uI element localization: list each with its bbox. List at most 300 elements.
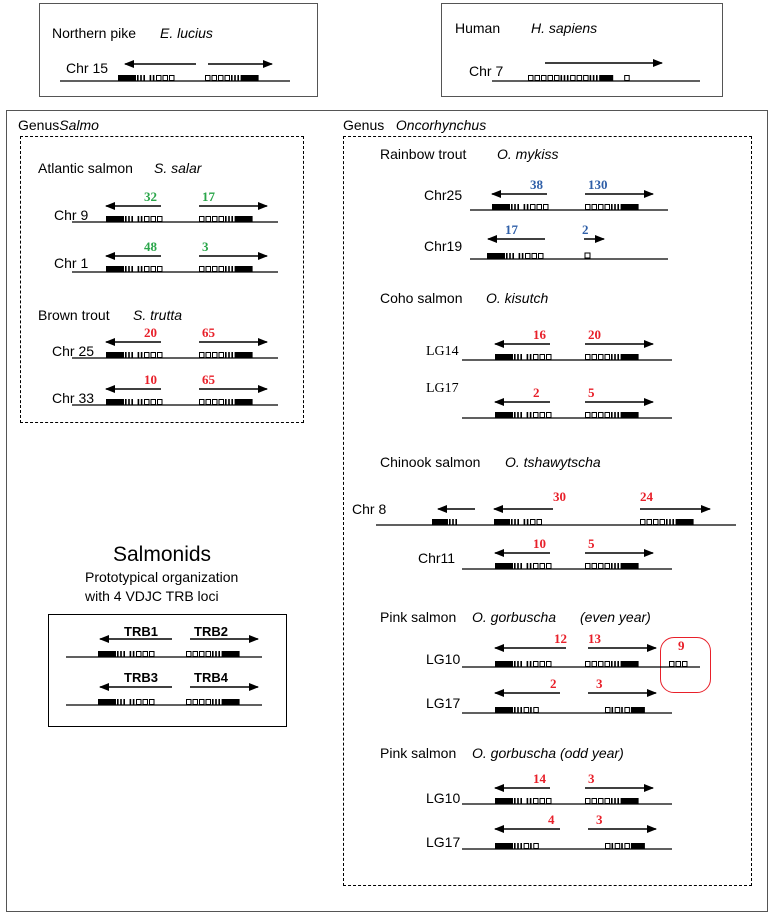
pike-right-bar-6 xyxy=(237,75,239,81)
coho-lg14-left-seg-9 xyxy=(547,355,552,360)
chinook-chr11-right-block-7 xyxy=(621,563,639,569)
brown-chr33-right-bar-4 xyxy=(225,399,227,405)
brown-chr33-left-bar-1 xyxy=(125,399,127,405)
genus-salmo-prefix: Genus xyxy=(18,117,60,133)
chinook-chr11-left-seg-7 xyxy=(534,564,539,569)
rainbow-chr25-left-bar-1 xyxy=(511,204,513,210)
coho-latin-name: O. kisutch xyxy=(486,290,549,306)
coho-lg14-left-bar-6 xyxy=(530,354,532,360)
coho-lg14-left-seg-7 xyxy=(534,355,539,360)
pink-odd-lg10-left-seg-7 xyxy=(534,799,539,804)
pike-left-block-0 xyxy=(118,75,136,81)
pink-odd-lg17-right-count: 3 xyxy=(596,812,603,827)
atlantic-chr1-right-count: 3 xyxy=(202,239,209,254)
brown-chr25-label: Chr 25 xyxy=(52,343,95,359)
brown-chr33-left-seg-8 xyxy=(151,400,156,405)
atlantic-chr9-right-seg-3 xyxy=(219,217,224,222)
pink-odd-lg17-left-block-0 xyxy=(495,843,513,849)
rainbow-chr25-left-bar-3 xyxy=(517,204,519,210)
rainbow-chr19-left-block-0 xyxy=(487,253,505,259)
coho-lg17-left-seg-9 xyxy=(547,413,552,418)
brown-chr33-left-count: 10 xyxy=(144,372,157,387)
pink-even-lg10-left-seg-9 xyxy=(547,662,552,667)
genus-onco-prefix: Genus xyxy=(343,117,385,133)
rainbow-chr25-right-seg-0 xyxy=(586,205,591,210)
brown-chr25-right-block-7 xyxy=(235,352,253,358)
atlantic-chr1-left-seg-9 xyxy=(158,267,163,272)
human-pattern-seg-10 xyxy=(584,76,589,81)
rainbow-chr19-left-bar-1 xyxy=(506,253,508,259)
chinook-chr11-right-count: 5 xyxy=(588,536,595,551)
atlantic-chr9-right-seg-1 xyxy=(206,217,211,222)
coho-lg14-right-block-7 xyxy=(621,354,639,360)
prototype-trb34-left-block-0 xyxy=(98,699,116,705)
pink-odd-latin-name: O. gorbuscha (odd year) xyxy=(472,745,624,761)
atlantic-chr9-left-seg-9 xyxy=(158,217,163,222)
human-pattern-bar-5 xyxy=(561,75,563,81)
prototype-trb34-right-seg-3 xyxy=(206,700,211,705)
rainbow-chr19-right-seg xyxy=(585,253,590,258)
coho-lg17-left-bar-2 xyxy=(517,412,519,418)
pink-even-lg10-right-seg-2 xyxy=(599,662,604,667)
coho-lg17-right-bar-6 xyxy=(617,412,619,418)
pike-right-seg-1 xyxy=(212,76,217,81)
atlantic-chr9-right-bar-4 xyxy=(225,216,227,222)
pink-even-lg17-right-bar-3 xyxy=(621,707,623,713)
brown-chr25-left-bar-3 xyxy=(131,352,133,358)
pink-odd-lg10-left-seg-8 xyxy=(540,799,545,804)
prototype-trb34-left-seg-9 xyxy=(150,700,155,705)
brown-chr25-right-seg-0 xyxy=(200,353,205,358)
rainbow-chr25-right-bar-6 xyxy=(617,204,619,210)
prototype-trb12-right-bar-5 xyxy=(215,651,217,657)
pink-even-lg17-left-count: 2 xyxy=(550,676,557,691)
brown-common-name: Brown trout xyxy=(38,307,110,323)
atlantic-chr1-right-bar-4 xyxy=(225,266,227,272)
coho-lg17-left-bar-6 xyxy=(530,412,532,418)
human-pattern-bar-13 xyxy=(596,75,598,81)
prototype-trb12-right-seg-3 xyxy=(206,652,211,657)
pike-right-block-7 xyxy=(241,75,259,81)
rainbow-common-name: Rainbow trout xyxy=(380,146,467,162)
atlantic-latin-name: S. salar xyxy=(154,160,202,176)
pink-odd-lg10-right-seg-1 xyxy=(592,799,597,804)
brown-chr33-left-seg-9 xyxy=(158,400,163,405)
pink-even-lg10-right-seg-3 xyxy=(605,662,610,667)
atlantic-chr1-left-bar-6 xyxy=(141,266,143,272)
pike-chr-label: Chr 15 xyxy=(66,60,109,76)
chinook-latin-name: O. tshawytscha xyxy=(505,454,601,470)
prototype-trb34-right-seg-0 xyxy=(187,700,192,705)
coho-lg17-left-count: 2 xyxy=(533,385,540,400)
prototype-trb12-right-bar-6 xyxy=(218,651,220,657)
rainbow-chr19-left-bar-2 xyxy=(509,253,511,259)
brown-chr25-left-bar-2 xyxy=(128,352,130,358)
prototype-trb34-right-bar-5 xyxy=(215,699,217,705)
brown-chr25-left-seg-7 xyxy=(145,353,150,358)
brown-chr25-right-count: 65 xyxy=(202,325,215,340)
chinook-chr11-left-bar-3 xyxy=(520,563,522,569)
coho-lg17-right-seg-1 xyxy=(592,413,597,418)
coho-lg17-right-seg-2 xyxy=(599,413,604,418)
human-common-name: Human xyxy=(455,20,501,36)
atlantic-chr1-right-block-7 xyxy=(235,266,253,272)
atlantic-chr1-left-bar-2 xyxy=(128,266,130,272)
pink-odd-lg10-left-bar-3 xyxy=(520,798,522,804)
prototype-trb34-left-bar-3 xyxy=(123,699,125,705)
rainbow-chr25-right-bar-4 xyxy=(611,204,613,210)
chinook-chr8-right-seg-3 xyxy=(660,520,665,525)
pike-right-seg-3 xyxy=(225,76,230,81)
pink-even-lg17-left-bar-2 xyxy=(517,707,519,713)
coho-lg14-right-bar-5 xyxy=(614,354,616,360)
chinook-chr8-left-bar-6 xyxy=(527,519,529,525)
pike-left-seg-7 xyxy=(157,76,162,81)
pike-left-seg-8 xyxy=(163,76,168,81)
rainbow-chr25-label: Chr25 xyxy=(424,187,463,203)
human-pattern-bar-6 xyxy=(564,75,566,81)
pink-odd-lg10-left-seg-9 xyxy=(547,799,552,804)
pink-even-lg10-left-bar-2 xyxy=(517,661,519,667)
brown-chr33-right-seg-3 xyxy=(219,400,224,405)
pink-even-lg10-right-bar-6 xyxy=(617,661,619,667)
coho-lg14-right-count: 20 xyxy=(588,327,601,342)
human-pattern-seg-0 xyxy=(529,76,534,81)
prototype-trb34-right-seg-1 xyxy=(193,700,198,705)
atlantic-chr1-right-seg-0 xyxy=(200,267,205,272)
chinook-chr8-far-left-bar-2 xyxy=(452,519,454,525)
pike-common-name: Northern pike xyxy=(52,25,137,41)
chinook-chr8-right-bar-6 xyxy=(672,519,674,525)
atlantic-chr9-label: Chr 9 xyxy=(54,207,89,223)
brown-chr33-right-block-7 xyxy=(235,399,253,405)
pink-odd-lg10-right-bar-6 xyxy=(617,798,619,804)
atlantic-chr9-right-seg-0 xyxy=(200,217,205,222)
prototype-trb12-left-bar-2 xyxy=(120,651,122,657)
pink-odd-lg10-left-bar-6 xyxy=(530,798,532,804)
brown-chr33-right-count: 65 xyxy=(202,372,215,387)
coho-lg14-right-seg-0 xyxy=(586,355,591,360)
pink-odd-lg10-left-bar-1 xyxy=(514,798,516,804)
prototype-trb12-left-bar-3 xyxy=(123,651,125,657)
atlantic-chr9-right-count: 17 xyxy=(202,189,215,204)
pink-odd-lg10-right-bar-4 xyxy=(611,798,613,804)
pink-even-lg10-right-block-7 xyxy=(621,661,639,667)
pink-even-lg10-right-bar-4 xyxy=(611,661,613,667)
coho-lg14-left-bar-1 xyxy=(514,354,516,360)
pink-even-lg17-left-block-0 xyxy=(495,707,513,713)
brown-chr25-left-block-0 xyxy=(106,352,124,358)
pink-even-note: (even year) xyxy=(580,609,651,625)
prototype-trb12-left-bar-5 xyxy=(130,651,132,657)
pink-odd-lg17-left-seg-6 xyxy=(534,844,539,849)
rainbow-chr19-left-count: 17 xyxy=(505,222,518,237)
brown-chr33-left-seg-7 xyxy=(145,400,150,405)
rainbow-chr25-left-bar-6 xyxy=(527,204,529,210)
brown-chr33-right-seg-0 xyxy=(200,400,205,405)
human-pattern-block-14 xyxy=(599,75,613,81)
human-pattern-seg-8 xyxy=(571,76,576,81)
pink-even-lg17-left-seg-6 xyxy=(534,708,539,713)
rainbow-chr25-left-seg-7 xyxy=(531,205,536,210)
coho-lg17-right-bar-5 xyxy=(614,412,616,418)
human-pattern-seg-2 xyxy=(542,76,547,81)
atlantic-chr1-left-seg-8 xyxy=(151,267,156,272)
rainbow-chr25-right-count: 130 xyxy=(588,177,608,192)
pink-odd-lg17-left-bar-1 xyxy=(514,843,516,849)
chinook-chr11-left-bar-6 xyxy=(530,563,532,569)
pike-right-bar-4 xyxy=(231,75,233,81)
pink-odd-lg10-label: LG10 xyxy=(426,790,461,806)
atlantic-chr9-left-count: 32 xyxy=(144,189,157,204)
pink-even-lg10-left-count: 12 xyxy=(554,631,567,646)
chinook-chr8-right-count: 24 xyxy=(640,489,653,504)
chinook-chr8-right-bar-5 xyxy=(669,519,671,525)
pink-odd-lg17-left-seg-4 xyxy=(524,844,529,849)
rainbow-chr25-left-bar-2 xyxy=(514,204,516,210)
pink-odd-lg17-right-bar-3 xyxy=(621,843,623,849)
rainbow-chr25-right-seg-1 xyxy=(592,205,597,210)
pink-odd-lg17-right-seg-0 xyxy=(606,844,611,849)
pike-right-seg-0 xyxy=(206,76,211,81)
atlantic-chr1-right-seg-3 xyxy=(219,267,224,272)
pink-even-lg10-left-block-0 xyxy=(495,661,513,667)
pink-even-lg17-left-seg-4 xyxy=(524,708,529,713)
coho-lg14-left-bar-2 xyxy=(517,354,519,360)
trb3-label: TRB3 xyxy=(124,670,158,685)
pike-left-bar-1 xyxy=(137,75,139,81)
atlantic-chr1-right-seg-2 xyxy=(213,267,218,272)
prototype-trb34-left-bar-6 xyxy=(133,699,135,705)
pink-even-lg10-right-seg-1 xyxy=(592,662,597,667)
pink-even-lg17-right-block-5 xyxy=(631,707,645,713)
brown-chr25-left-seg-8 xyxy=(151,353,156,358)
brown-chr33-left-bar-2 xyxy=(128,399,130,405)
trb1-label: TRB1 xyxy=(124,624,158,639)
pink-odd-lg10-right-seg-2 xyxy=(599,799,604,804)
prototype-trb34-right-block-7 xyxy=(222,699,240,705)
atlantic-chr1-right-seg-1 xyxy=(206,267,211,272)
coho-lg17-left-block-0 xyxy=(495,412,513,418)
rainbow-chr25-right-seg-2 xyxy=(599,205,604,210)
pink-odd-lg10-left-bar-2 xyxy=(517,798,519,804)
pink-even-lg17-right-seg-2 xyxy=(615,708,620,713)
coho-lg17-right-count: 5 xyxy=(588,385,595,400)
coho-common-name: Coho salmon xyxy=(380,290,463,306)
chinook-chr11-right-seg-1 xyxy=(592,564,597,569)
coho-lg14-right-bar-6 xyxy=(617,354,619,360)
pike-latin-name: E. lucius xyxy=(160,25,213,41)
pink-even-lg10-left-bar-5 xyxy=(527,661,529,667)
atlantic-chr9-left-block-0 xyxy=(106,216,124,222)
prototype-trb12-left-bar-1 xyxy=(117,651,119,657)
coho-lg14-right-seg-3 xyxy=(605,355,610,360)
human-pattern-bar-11 xyxy=(590,75,592,81)
atlantic-chr9-left-bar-6 xyxy=(141,216,143,222)
prototype-trb34-left-bar-2 xyxy=(120,699,122,705)
brown-chr33-left-bar-6 xyxy=(141,399,143,405)
human-pattern-seg-16 xyxy=(625,76,630,81)
prototype-trb12-left-seg-8 xyxy=(143,652,148,657)
chinook-chr11-left-count: 10 xyxy=(533,536,546,551)
chinook-chr8-left-seg-8 xyxy=(537,520,542,525)
chinook-chr8-left-bar-5 xyxy=(524,519,526,525)
brown-chr33-left-bar-3 xyxy=(131,399,133,405)
brown-chr25-right-bar-4 xyxy=(225,352,227,358)
chinook-chr8-right-seg-0 xyxy=(641,520,646,525)
prototype-trb34-left-seg-8 xyxy=(143,700,148,705)
pink-even-lg17-right-count: 3 xyxy=(596,676,603,691)
trb4-label: TRB4 xyxy=(194,670,228,685)
chinook-chr8-far-left-bar-1 xyxy=(449,519,451,525)
pike-right-seg-2 xyxy=(219,76,224,81)
rainbow-chr19-left-seg-7 xyxy=(526,254,531,259)
chinook-chr8-right-seg-1 xyxy=(647,520,652,525)
prototype-trb12-left-seg-9 xyxy=(150,652,155,657)
brown-chr25-left-seg-9 xyxy=(158,353,163,358)
rainbow-chr19-left-bar-5 xyxy=(519,253,521,259)
chinook-chr11-left-bar-2 xyxy=(517,563,519,569)
rainbow-chr25-right-bar-5 xyxy=(614,204,616,210)
human-pattern-seg-1 xyxy=(535,76,540,81)
pink-even-lg17-label: LG17 xyxy=(426,695,461,711)
pink-even-lg17-right-seg-4 xyxy=(625,708,630,713)
pink-even-common-name: Pink salmon xyxy=(380,609,457,625)
rainbow-chr25-right-seg-3 xyxy=(605,205,610,210)
prototype-trb12-left-seg-7 xyxy=(137,652,142,657)
pike-left-bar-3 xyxy=(143,75,145,81)
pink-odd-lg10-left-count: 14 xyxy=(533,771,546,786)
human-pattern-bar-12 xyxy=(593,75,595,81)
pike-left-bar-6 xyxy=(153,75,155,81)
pink-odd-lg17-left-bar-5 xyxy=(530,843,532,849)
trb2-label: TRB2 xyxy=(194,624,228,639)
pink-even-lg10-left-bar-1 xyxy=(514,661,516,667)
pink-even-lg10-left-bar-3 xyxy=(520,661,522,667)
pink-even-lg10-right-count: 13 xyxy=(588,631,601,646)
chinook-chr11-left-bar-5 xyxy=(527,563,529,569)
chinook-chr8-far-left-bar-3 xyxy=(455,519,457,525)
pink-odd-lg10-left-block-0 xyxy=(495,798,513,804)
chinook-chr8-left-bar-2 xyxy=(514,519,516,525)
pink-even-lg17-right-bar-1 xyxy=(612,707,614,713)
rainbow-chr19-left-bar-3 xyxy=(512,253,514,259)
brown-chr25-right-bar-6 xyxy=(231,352,233,358)
atlantic-chr9-left-bar-1 xyxy=(125,216,127,222)
chinook-chr11-right-seg-2 xyxy=(599,564,604,569)
atlantic-common-name: Atlantic salmon xyxy=(38,160,133,176)
chinook-chr11-left-block-0 xyxy=(495,563,513,569)
human-latin-name: H. sapiens xyxy=(531,20,598,36)
prototype-trb34-left-bar-1 xyxy=(117,699,119,705)
chinook-chr8-right-bar-4 xyxy=(666,519,668,525)
prototype-trb34-right-bar-6 xyxy=(218,699,220,705)
pink-odd-lg10-right-block-7 xyxy=(621,798,639,804)
pink-odd-lg10-right-count: 3 xyxy=(588,771,595,786)
human-pattern-seg-3 xyxy=(548,76,553,81)
chinook-chr11-right-seg-3 xyxy=(605,564,610,569)
rainbow-chr19-left-seg-8 xyxy=(532,254,537,259)
pink-odd-lg10-right-bar-5 xyxy=(614,798,616,804)
pike-right-bar-5 xyxy=(234,75,236,81)
chinook-chr8-far-left-block-0 xyxy=(432,519,448,525)
prototype-trb12-right-seg-1 xyxy=(193,652,198,657)
chinook-chr11-right-bar-4 xyxy=(611,563,613,569)
prototype-trb12-right-seg-0 xyxy=(187,652,192,657)
pink-even-latin-name: O. gorbuscha xyxy=(472,609,557,625)
pink-even-lg17-left-bar-3 xyxy=(520,707,522,713)
salmonids-title: Salmonids xyxy=(113,543,212,566)
rainbow-chr25-left-bar-5 xyxy=(524,204,526,210)
pink-even-lg17-right-seg-0 xyxy=(606,708,611,713)
atlantic-chr1-left-seg-7 xyxy=(145,267,150,272)
chinook-chr11-left-seg-8 xyxy=(540,564,545,569)
pink-odd-lg17-label: LG17 xyxy=(426,834,461,850)
coho-lg17-label: LG17 xyxy=(426,381,459,396)
pink-odd-lg17-right-block-5 xyxy=(631,843,645,849)
chinook-chr8-left-seg-7 xyxy=(531,520,536,525)
rainbow-chr19-left-seg-9 xyxy=(539,254,544,259)
coho-lg14-left-block-0 xyxy=(495,354,513,360)
rainbow-chr19-left-bar-6 xyxy=(522,253,524,259)
genus-salmo-name: Salmo xyxy=(59,117,99,133)
pink-even-lg10-right-bar-5 xyxy=(614,661,616,667)
brown-chr33-label: Chr 33 xyxy=(52,390,95,406)
human-pattern-seg-9 xyxy=(577,76,582,81)
pink-even-lg17-left-bar-5 xyxy=(530,707,532,713)
pink-odd-lg10-right-seg-0 xyxy=(586,799,591,804)
coho-lg17-right-block-7 xyxy=(621,412,639,418)
pink-even-lg10-left-bar-6 xyxy=(530,661,532,667)
pink-odd-lg10-right-seg-3 xyxy=(605,799,610,804)
brown-chr33-left-bar-5 xyxy=(138,399,140,405)
chinook-chr8-right-block-7 xyxy=(676,519,694,525)
human-pattern-seg-4 xyxy=(555,76,560,81)
chinook-chr11-right-bar-5 xyxy=(614,563,616,569)
pink-even-lg10-extra-seg-2 xyxy=(683,662,688,667)
coho-lg14-label: LG14 xyxy=(426,344,459,359)
chinook-chr8-label: Chr 8 xyxy=(352,501,387,517)
coho-lg17-right-seg-3 xyxy=(605,413,610,418)
chinook-chr8-left-bar-3 xyxy=(517,519,519,525)
rainbow-chr25-right-block-7 xyxy=(621,204,639,210)
atlantic-chr1-left-bar-1 xyxy=(125,266,127,272)
genus-onco-name: Oncorhynchus xyxy=(395,117,487,133)
chinook-chr8-left-block-0 xyxy=(494,519,510,525)
pike-left-seg-9 xyxy=(170,76,175,81)
coho-lg17-right-seg-0 xyxy=(586,413,591,418)
human-chr-label: Chr 7 xyxy=(469,63,504,79)
rainbow-chr19-right-count: 2 xyxy=(582,222,589,237)
chinook-chr8-left-count: 30 xyxy=(553,489,566,504)
pink-odd-common-name: Pink salmon xyxy=(380,745,457,761)
rainbow-latin-name: O. mykiss xyxy=(497,146,559,162)
pink-even-lg10-extra-seg-1 xyxy=(676,662,681,667)
pink-odd-lg17-left-bar-2 xyxy=(517,843,519,849)
atlantic-chr9-left-seg-8 xyxy=(151,217,156,222)
atlantic-chr1-right-bar-5 xyxy=(228,266,230,272)
atlantic-chr9-left-bar-3 xyxy=(131,216,133,222)
chinook-chr8-left-bar-1 xyxy=(511,519,513,525)
brown-chr33-right-bar-6 xyxy=(231,399,233,405)
coho-lg14-left-bar-5 xyxy=(527,354,529,360)
prototype-trb34-right-bar-4 xyxy=(212,699,214,705)
atlantic-chr9-left-seg-7 xyxy=(145,217,150,222)
brown-chr25-right-seg-2 xyxy=(213,353,218,358)
coho-lg14-right-seg-2 xyxy=(599,355,604,360)
coho-lg17-left-bar-1 xyxy=(514,412,516,418)
rainbow-chr19-label: Chr19 xyxy=(424,238,463,254)
